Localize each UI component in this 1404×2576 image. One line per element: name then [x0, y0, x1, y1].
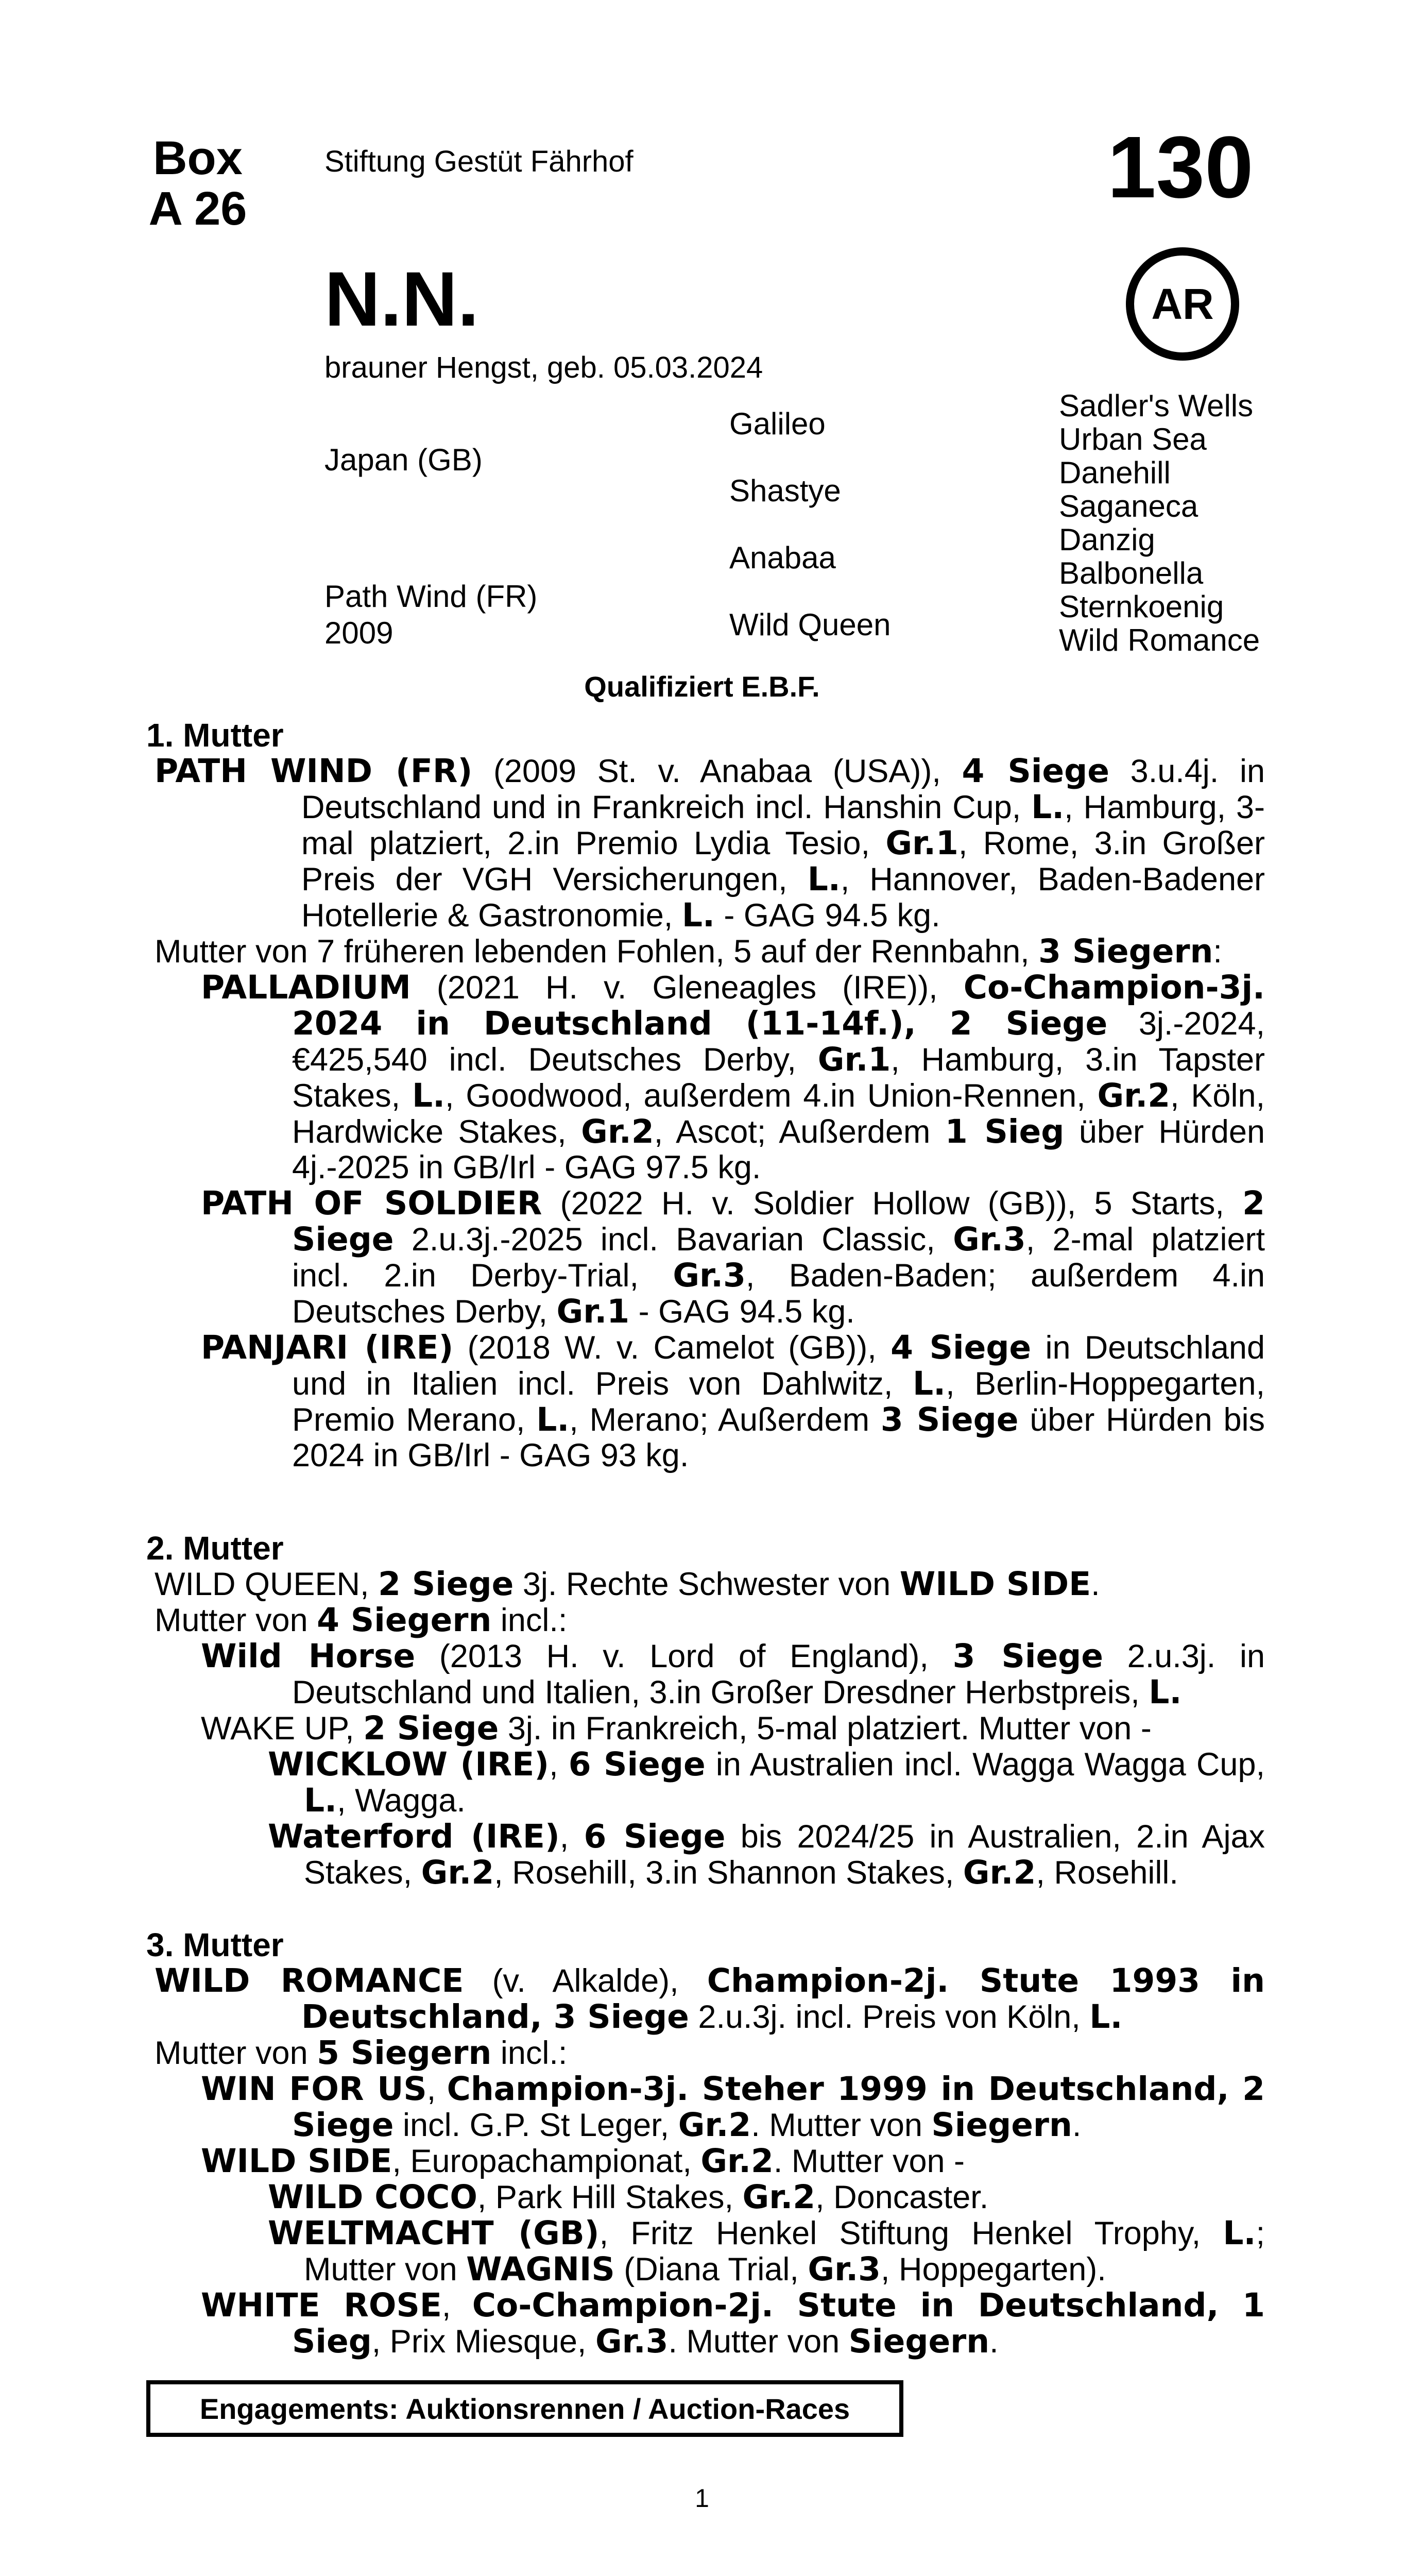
text-run: , Wagga.	[337, 1783, 466, 1819]
box-label-line2: A 26	[148, 182, 247, 235]
text-run: . Mutter von	[751, 2107, 932, 2143]
text-run: , Merano; Außerdem	[569, 1402, 881, 1438]
ar-badge-text: AR	[1151, 279, 1214, 328]
ar-badge-icon	[1126, 247, 1239, 361]
pedigree-great-grandparent: Urban Sea	[1059, 422, 1207, 456]
text-run: incl. G.P. St Leger,	[393, 2107, 678, 2143]
bold-text-run: L.	[1089, 1998, 1123, 2036]
paragraph	[155, 2179, 1265, 2215]
text-run: 2.u.3j.-2025 incl. Bavarian Classic,	[393, 1222, 953, 1258]
bold-text-run: Gr.2	[963, 1854, 1036, 1891]
pedigree-dam-year: 2009	[324, 616, 393, 650]
text-run: (2013 H. v. Lord of England),	[415, 1638, 953, 1674]
breeder-name: Stiftung Gestüt Fährhof	[324, 145, 633, 178]
text-run: , Hoppegarten).	[881, 2251, 1106, 2287]
text-run: ; Mutter von	[304, 2215, 1265, 2287]
bold-text-run: L.	[412, 1077, 446, 1114]
text-run: , Köln, Hardwicke Stakes,	[292, 1078, 1265, 1150]
bold-text-run: Co-Champion-3j. 2024 in Deutschland (11-14f.), 2 Siege	[292, 969, 1265, 1042]
paragraph	[155, 2035, 1265, 2071]
bold-text-run: WELTMACHT (GB)	[268, 2214, 600, 2252]
text-run: , Baden-Baden; außerdem 4.in Deutsches Derby,	[292, 1258, 1265, 1330]
bold-text-run: 1 Sieg	[945, 1113, 1065, 1150]
text-run: Mutter von	[155, 2035, 317, 2071]
bold-text-run: Wild Horse	[201, 1637, 416, 1675]
bold-text-run: Co-Champion-2j. Stute in Deutschland, 1 Sieg	[292, 2286, 1265, 2360]
text-run: (2022 H. v. Soldier Hollow (GB)), 5 Starts,	[542, 1185, 1243, 1222]
bold-text-run: Gr.2	[1097, 1077, 1171, 1114]
text-run: :	[1213, 934, 1222, 970]
bold-text-run: Gr.2	[742, 2178, 816, 2216]
text-run: 3.u.4j. in Deutschland und in Frankreich incl. Hanshin Cup,	[301, 753, 1265, 825]
paragraph	[155, 1710, 1265, 1747]
bold-text-run: L.	[681, 896, 715, 934]
section-heading-3: 3. Mutter	[146, 1926, 284, 1963]
bold-text-run: WILD COCO	[268, 2178, 477, 2216]
text-run: , Rosehill.	[1036, 1855, 1178, 1891]
section-heading-2: 2. Mutter	[146, 1530, 284, 1567]
paragraph	[155, 1602, 1265, 1638]
bold-text-run: 2 Siege	[292, 1184, 1265, 1258]
bold-text-run: PATH WIND (FR)	[155, 752, 473, 790]
bold-text-run: WILD SIDE	[899, 1565, 1091, 1603]
text-run: , Hamburg, 3.in Tapster Stakes,	[292, 1042, 1265, 1114]
paragraph	[155, 753, 1265, 934]
paragraph	[155, 1638, 1265, 1710]
bold-text-run: 4 Siegern	[317, 1601, 492, 1639]
bold-text-run: Gr.1	[885, 824, 958, 862]
paragraph	[155, 1819, 1265, 1891]
text-run: bis 2024/25 in Australien, 2.in Ajax Stakes,	[304, 1819, 1265, 1891]
pedigree-grandparent: Galileo	[729, 406, 826, 441]
box-label	[146, 133, 249, 234]
text-run: - GAG 94.5 kg.	[629, 1294, 855, 1330]
text-run: Mutter von 7 früheren lebenden Fohlen, 5 auf der Rennbahn,	[155, 934, 1039, 970]
bold-text-run: Gr.3	[808, 2250, 881, 2288]
section-body-2	[155, 1566, 1265, 1891]
pedigree-great-grandparent: Wild Romance	[1059, 623, 1260, 657]
bold-text-run: WIN FOR US	[201, 2070, 427, 2108]
text-run: 3j. in Frankreich, 5-mal platziert. Mutter von -	[499, 1710, 1152, 1747]
bold-text-run: 6 Siege	[568, 1745, 706, 1783]
text-run: über Hürden 4j.-2025 in GB/Irl - GAG 97.5 kg.	[292, 1114, 1265, 1185]
text-run: 2.u.3j. incl. Preis von Köln,	[689, 1999, 1090, 2035]
text-run: ,	[441, 2287, 472, 2324]
text-run: (2021 H. v. Gleneagles (IRE)),	[410, 970, 964, 1006]
bold-text-run: WHITE ROSE	[201, 2286, 442, 2324]
pedigree-great-grandparent: Danehill	[1059, 455, 1171, 490]
pedigree-great-grandparent: Sadler's Wells	[1059, 388, 1254, 423]
bold-text-run: WICKLOW (IRE)	[268, 1745, 550, 1783]
box-label-line1: Box	[153, 132, 243, 184]
text-run: WAKE UP,	[201, 1710, 364, 1747]
bold-text-run: WAGNIS	[466, 2250, 615, 2288]
bold-text-run: Champion-2j. Stute 1993 in Deutschland, 3 Siege	[301, 1962, 1265, 2036]
text-run: , Park Hill Stakes,	[477, 2179, 743, 2215]
bold-text-run: Gr.3	[673, 1257, 746, 1294]
text-run: , Europachampionat,	[392, 2143, 701, 2179]
engagements-text: Engagements: Auktionsrennen / Auction-Races	[199, 2392, 850, 2425]
lot-number: 130	[1107, 118, 1254, 216]
bold-text-run: Gr.1	[556, 1293, 630, 1330]
text-run: (Diana Trial,	[614, 2251, 808, 2287]
text-run: . Mutter von	[668, 2324, 849, 2360]
text-run: , Hannover, Baden-Badener Hotellerie & Gastronomie,	[301, 861, 1265, 934]
text-run: incl.:	[491, 2035, 568, 2071]
bold-text-run: 2 Siege	[363, 1709, 499, 1747]
paragraph	[155, 1330, 1265, 1473]
paragraph	[155, 1747, 1265, 1819]
text-run: incl.:	[491, 1602, 568, 1638]
bold-text-run: PATH OF SOLDIER	[201, 1184, 542, 1222]
text-run: , Berlin-Hoppegarten, Premio Merano,	[292, 1366, 1265, 1438]
paragraph	[155, 2215, 1265, 2287]
bold-text-run: Gr.2	[678, 2106, 751, 2144]
paragraph	[155, 934, 1265, 970]
text-run: in Australien incl. Wagga Wagga Cup,	[705, 1747, 1265, 1783]
paragraph	[155, 2071, 1265, 2143]
pedigree-great-grandparent: Danzig	[1059, 522, 1155, 557]
text-run: ,	[549, 1747, 569, 1783]
section-body-3	[155, 1963, 1265, 2360]
bold-text-run: 3 Siegern	[1038, 933, 1213, 970]
text-run: , Rosehill, 3.in Shannon Stakes,	[494, 1855, 963, 1891]
text-run: , Rome, 3.in Großer Preis der VGH Versicherungen,	[301, 825, 1265, 897]
pedigree-great-grandparent: Saganeca	[1059, 489, 1198, 523]
bold-text-run: Gr.1	[817, 1041, 891, 1078]
paragraph	[155, 2143, 1265, 2179]
bold-text-run: Champion-3j. Steher 1999 in Deutschland, 2 Siege	[292, 2070, 1265, 2144]
text-run: , Goodwood, außerdem 4.in Union-Rennen,	[445, 1078, 1098, 1114]
text-run: 3j.-2024, €425,540 incl. Deutsches Derby,	[292, 1006, 1265, 1078]
paragraph	[155, 970, 1265, 1185]
text-run: über Hürden bis 2024 in GB/Irl - GAG 93 kg.	[292, 1402, 1265, 1473]
bold-text-run: L.	[1031, 788, 1065, 826]
paragraph	[155, 2287, 1265, 2360]
paragraph	[155, 1566, 1265, 1602]
horse-description: brauner Hengst, geb. 05.03.2024	[324, 351, 763, 384]
pedigree-great-grandparent: Balbonella	[1059, 556, 1204, 590]
section-heading-1: 1. Mutter	[146, 717, 284, 754]
paragraph	[155, 1963, 1265, 2035]
bold-text-run: Gr.2	[700, 2142, 774, 2180]
pedigree-grandparent: Anabaa	[729, 540, 836, 575]
bold-text-run: 6 Siege	[584, 1818, 726, 1855]
bold-text-run: Gr.2	[421, 1854, 494, 1891]
text-run: .	[989, 2324, 999, 2360]
horse-name: N.N.	[324, 256, 479, 342]
bold-text-run: 2 Siege	[378, 1565, 514, 1603]
text-run: , Ascot; Außerdem	[654, 1114, 945, 1150]
text-run: in Deutschland und in Italien incl. Preis von Dahlwitz,	[292, 1330, 1265, 1402]
text-run: - GAG 94.5 kg.	[714, 897, 940, 934]
text-run: ,	[426, 2071, 447, 2107]
pedigree-grandparent: Wild Queen	[729, 607, 891, 642]
bold-text-run: 4 Siege	[891, 1329, 1032, 1366]
bold-text-run: Waterford (IRE)	[268, 1818, 560, 1855]
pedigree-great-grandparents	[1059, 389, 1260, 657]
qualification: Qualifiziert E.B.F.	[584, 670, 820, 703]
pedigree-grandparent: Shastye	[729, 473, 841, 508]
bold-text-run: L.	[1223, 2214, 1256, 2252]
text-run: .	[1091, 1566, 1100, 1602]
page-number: 1	[695, 2484, 709, 2513]
engagements-box	[146, 2380, 903, 2437]
bold-text-run: 3 Siege	[880, 1401, 1019, 1438]
bold-text-run: PALLADIUM	[201, 969, 411, 1006]
text-run: Mutter von	[155, 1602, 317, 1638]
pedigree-great-grandparent: Sternkoenig	[1059, 589, 1224, 624]
bold-text-run: Siegern	[848, 2323, 990, 2360]
section-body-1	[155, 753, 1265, 1473]
bold-text-run: 4 Siege	[962, 752, 1109, 790]
text-run: (2018 W. v. Camelot (GB)),	[453, 1330, 891, 1366]
text-run: , Prix Miesque,	[371, 2324, 595, 2360]
bold-text-run: Gr.3	[595, 2323, 669, 2360]
bold-text-run: Gr.2	[581, 1113, 654, 1150]
text-run: , 2-mal platziert incl. 2.in Derby-Trial,	[292, 1222, 1265, 1294]
pedigree-dam: Path Wind (FR)	[324, 579, 538, 614]
bold-text-run: Gr.3	[953, 1221, 1026, 1258]
text-run: , Doncaster.	[815, 2179, 989, 2215]
text-run: .	[1072, 2107, 1082, 2143]
pedigree-sire: Japan (GB)	[324, 443, 483, 477]
text-run: 3j. Rechte Schwester von	[513, 1566, 900, 1602]
text-run: 2.u.3j. in Deutschland und Italien, 3.in Großer Dresdner Herbstpreis,	[292, 1638, 1265, 1710]
bold-text-run: PANJARI (IRE)	[201, 1329, 454, 1366]
text-run: WILD QUEEN,	[155, 1566, 379, 1602]
text-run: (v. Alkalde),	[464, 1963, 707, 1999]
text-run: , Hamburg, 3-mal platziert, 2.in Premio Lydia Tesio,	[301, 789, 1265, 861]
text-run: ,	[559, 1819, 584, 1855]
text-run: (2009 St. v. Anabaa (USA)),	[472, 753, 962, 789]
bold-text-run: L.	[1149, 1673, 1182, 1711]
paragraph	[155, 1185, 1265, 1330]
text-run: , Fritz Henkel Stiftung Henkel Trophy,	[599, 2215, 1223, 2251]
text-run: . Mutter von -	[773, 2143, 965, 2179]
bold-text-run: 3 Siege	[952, 1637, 1104, 1675]
bold-text-run: WILD SIDE	[201, 2142, 392, 2180]
bold-text-run: Siegern	[931, 2106, 1072, 2144]
bold-text-run: L.	[536, 1401, 570, 1438]
bold-text-run: L.	[807, 860, 841, 898]
bold-text-run: L.	[913, 1365, 946, 1402]
bold-text-run: WILD ROMANCE	[155, 1962, 464, 1999]
bold-text-run: 5 Siegern	[317, 2034, 492, 2072]
bold-text-run: L.	[304, 1782, 337, 1819]
